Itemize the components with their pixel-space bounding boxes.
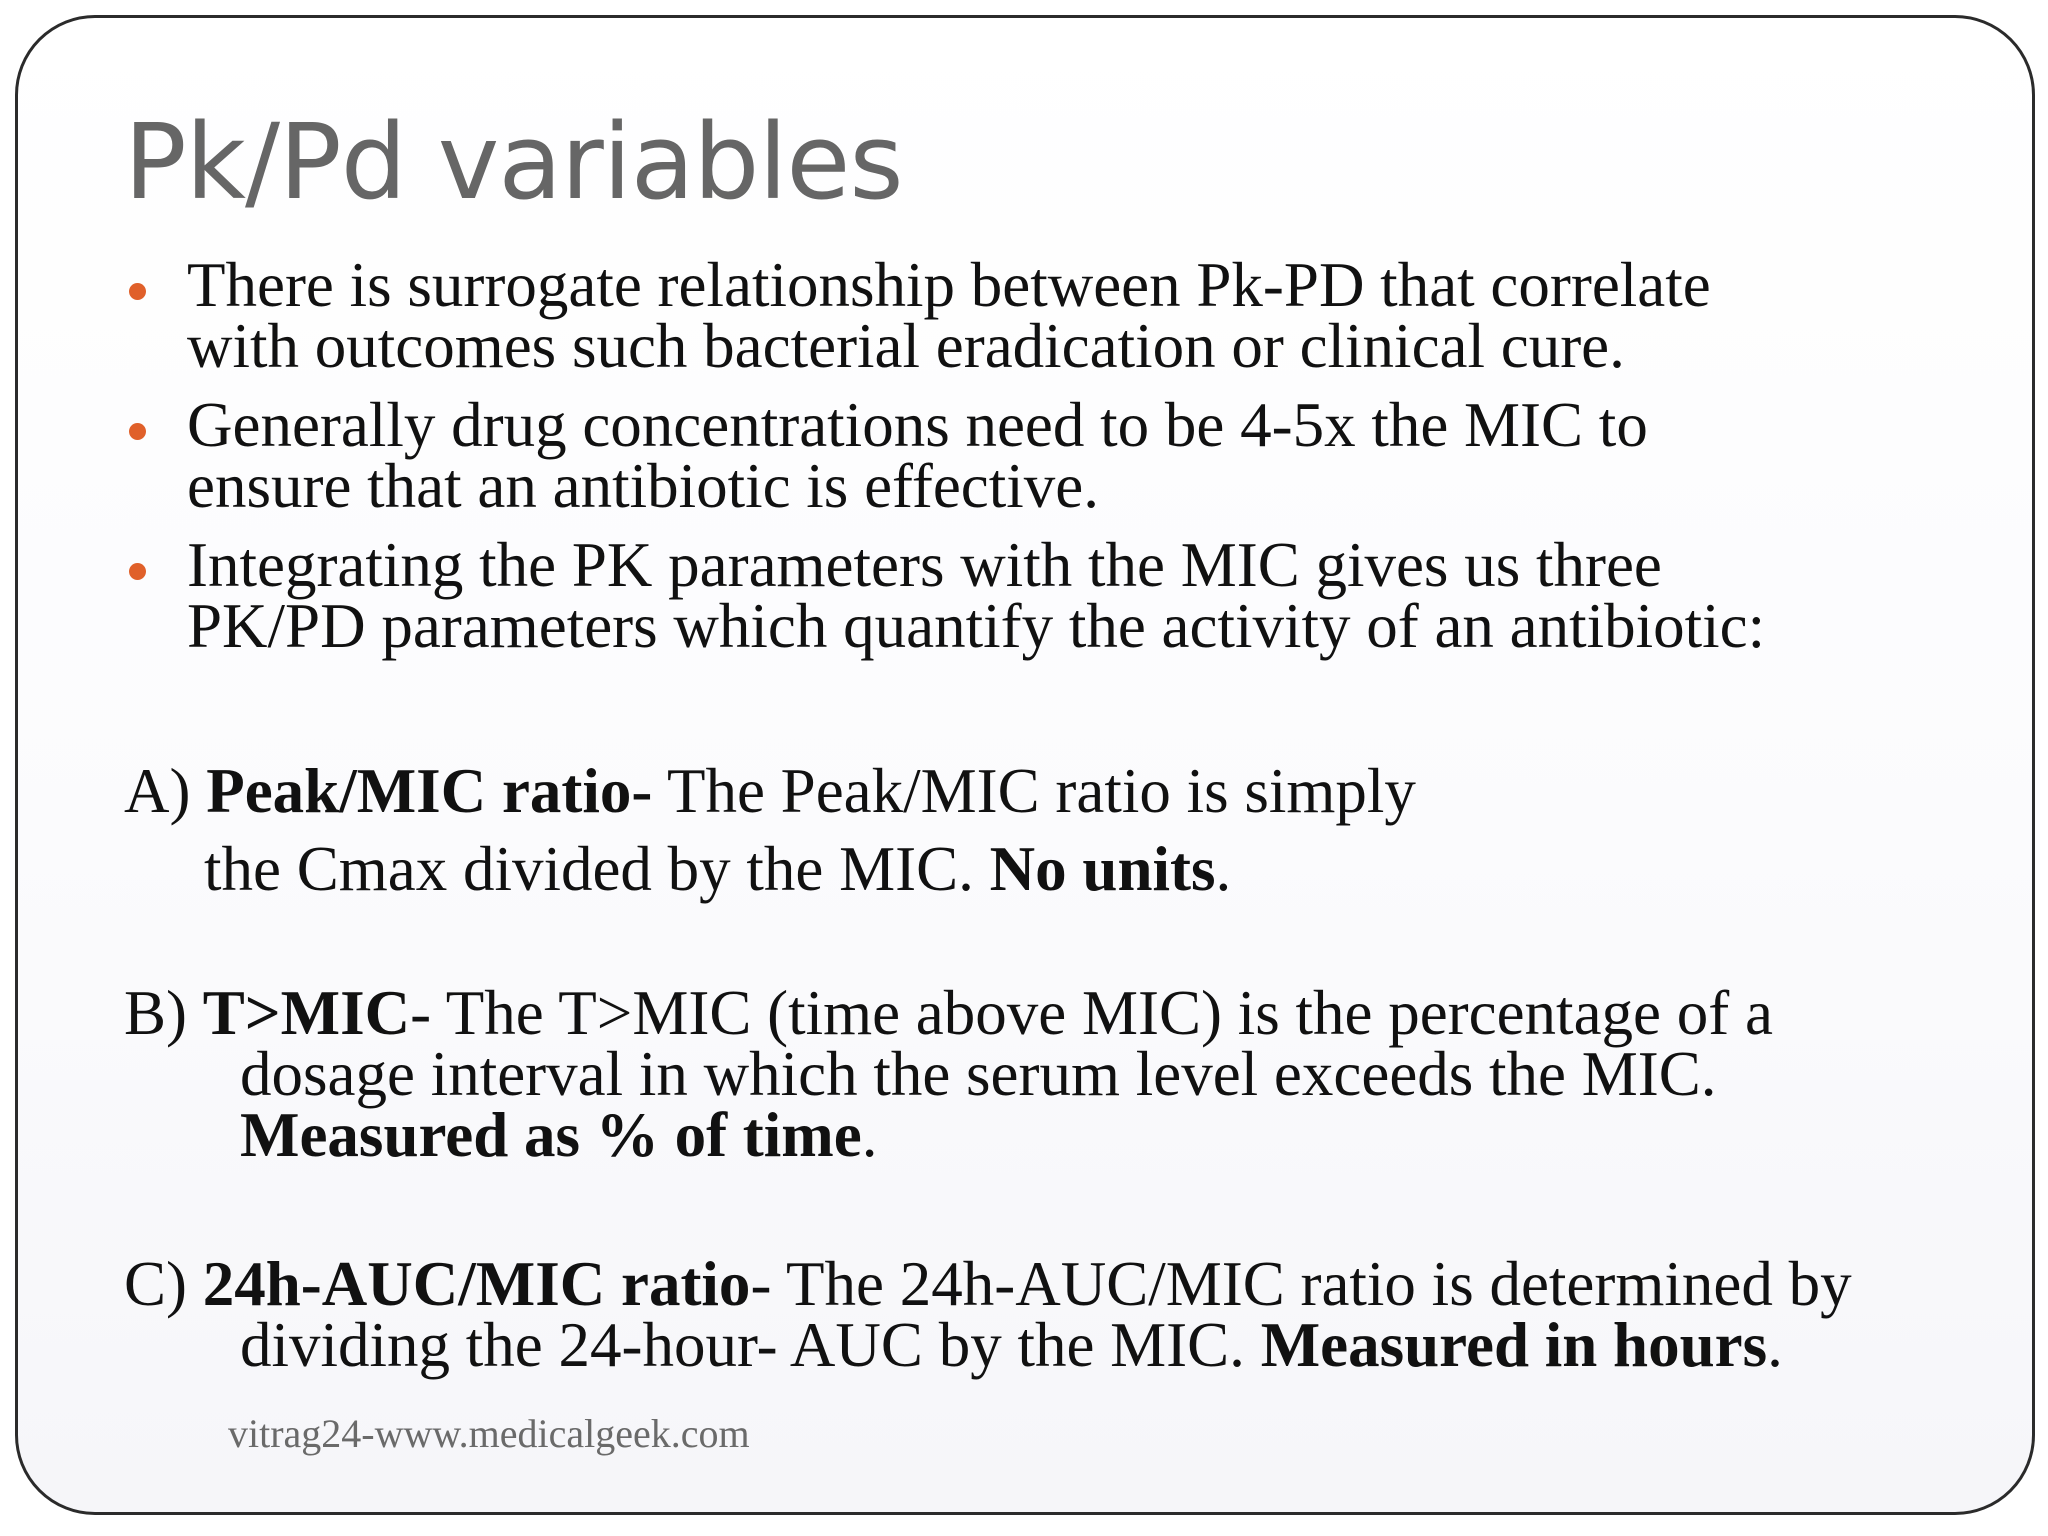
definition-prefix: A) (124, 756, 207, 826)
definition-prefix: C) (124, 1249, 203, 1319)
bullet-line: There is surrogate relationship between Pk-PD that correlate (187, 250, 1711, 320)
definition-text: the Cmax divided by the MIC. (204, 834, 990, 904)
definition-end: . (861, 1100, 878, 1170)
definition-term: T>MIC (202, 978, 411, 1048)
definition-term: 24h-AUC/MIC ratio (202, 1249, 751, 1319)
definition-end: . (1215, 834, 1232, 904)
bullet-dot-icon (129, 283, 146, 300)
definition-t-mic (124, 978, 1773, 1170)
bullet-line: Generally drug concentrations need to be 4-5x the MIC to (187, 390, 1648, 460)
bullet-dot-icon (129, 563, 146, 580)
definition-peak-mic (124, 752, 1416, 908)
definition-auc-mic (124, 1249, 1852, 1380)
bullet-line: Integrating the PK parameters with the MIC gives us three (187, 530, 1662, 600)
definition-line-3 (124, 1100, 1773, 1170)
bullet-item-concentration (125, 390, 1965, 521)
definition-line-2 (124, 830, 1416, 908)
bullet-dot-icon (129, 423, 146, 440)
bullet-item-surrogate (125, 250, 1965, 381)
definition-note: Measured as % of time (240, 1100, 862, 1170)
definition-note: No units (989, 834, 1216, 904)
slide-footer: vitrag24-www.medicalgeek.com (228, 1411, 750, 1456)
definition-line-2 (124, 1310, 1852, 1380)
definition-text: - The T>MIC (time above MIC) is the percentage of a (410, 978, 1773, 1048)
bullet-list (125, 250, 1965, 675)
definition-term: Peak/MIC ratio- (206, 756, 653, 826)
definition-text: dividing the 24-hour- AUC by the MIC. (240, 1310, 1261, 1380)
bullet-line: ensure that an antibiotic is effective. (187, 451, 1099, 521)
bullet-line: with outcomes such bacterial eradication or clinical cure. (187, 311, 1625, 381)
definition-note: Measured in hours (1260, 1310, 1768, 1380)
definition-end: . (1767, 1310, 1783, 1380)
definition-prefix: B) (124, 978, 203, 1048)
bullet-item-integrating (125, 530, 1965, 661)
definition-text: The Peak/MIC ratio is simply (652, 756, 1416, 826)
slide-title: Pk/Pd variables (124, 101, 903, 223)
definition-line-2: dosage interval in which the serum level exceeds the MIC. (240, 1039, 1717, 1109)
bullet-line: PK/PD parameters which quantify the activity of an antibiotic: (187, 591, 1766, 661)
definition-text: - The 24h-AUC/MIC ratio is determined by (750, 1249, 1852, 1319)
